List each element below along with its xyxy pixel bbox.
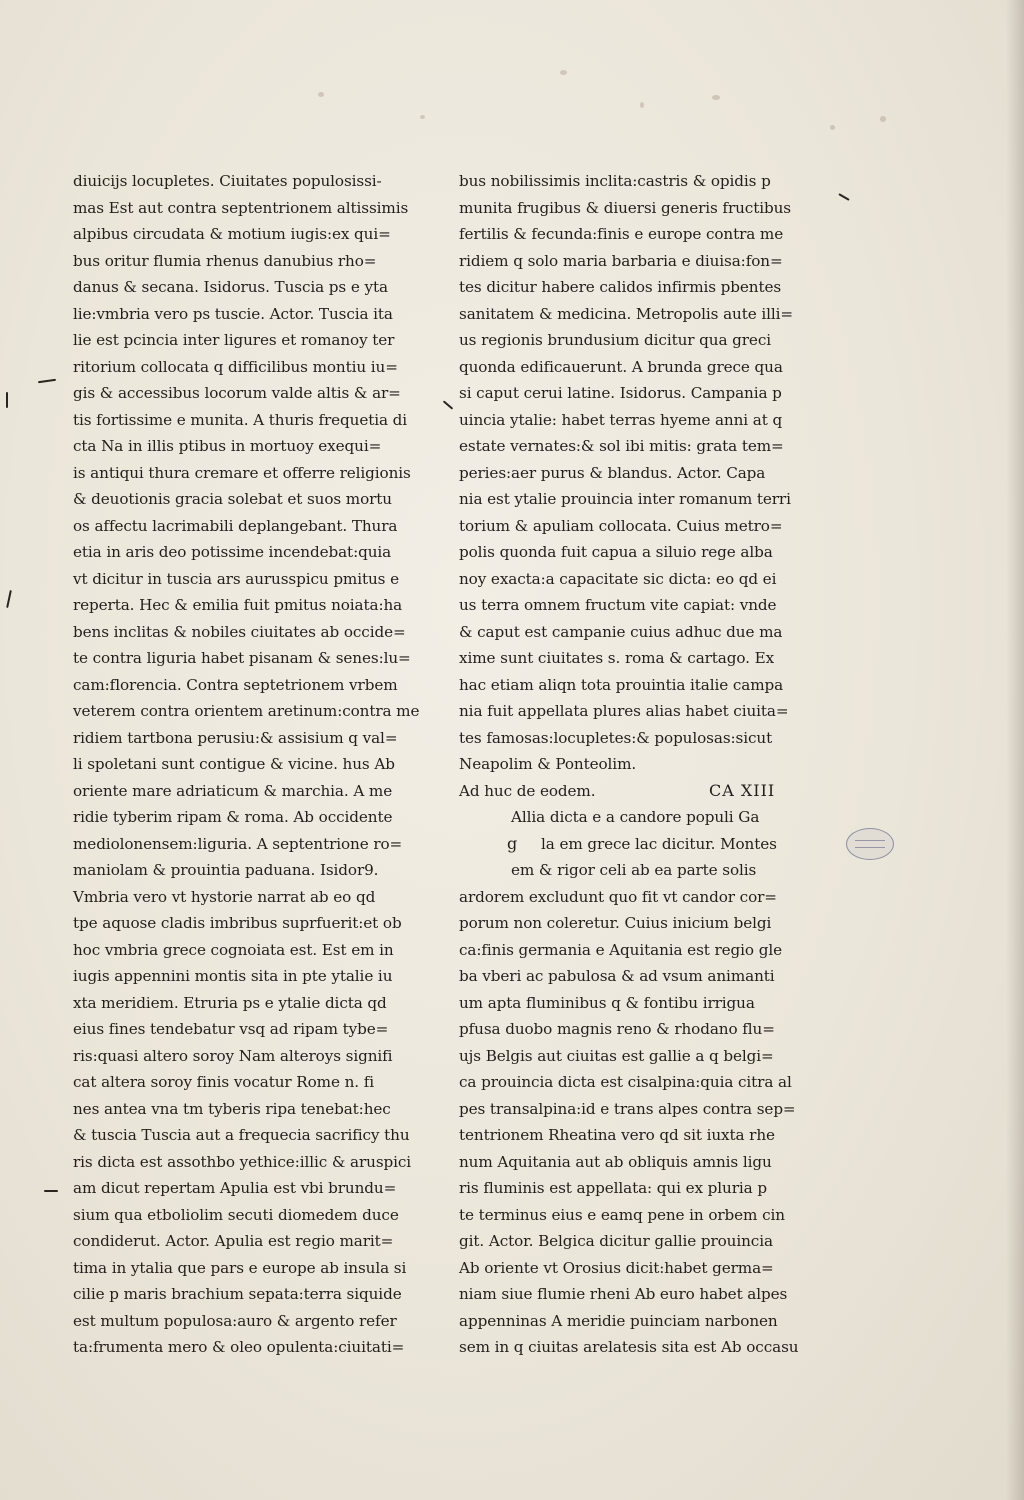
text-line: pes transalpina:id e trans alpes contra sep= xyxy=(459,1099,796,1118)
text-line: us regionis brundusium dicitur qua greci xyxy=(459,331,771,349)
left-column xyxy=(73,168,433,1361)
text-line: ardorem excludunt quo fit vt candor cor= xyxy=(459,887,777,906)
right-column-bottom-text xyxy=(459,884,829,1361)
text-line: ujs Belgis aut ciuitas est gallie a q belgi= xyxy=(459,1046,774,1065)
text-line: hac etiam aliqn tota prouintia italie campa xyxy=(459,675,784,694)
text-line: estate vernates:& sol ibi mitis: grata tem= xyxy=(459,437,784,455)
margin-mark xyxy=(6,590,12,608)
paper-stain xyxy=(420,115,425,119)
text-line: xta meridiem. Etruria ps e ytalie dicta qd xyxy=(73,993,387,1012)
text-line: maniolam & prouintia paduana. Isidor9. xyxy=(73,861,379,879)
text-line: pfusa duobo magnis reno & rhodano flu= xyxy=(459,1020,775,1038)
text-line: tis fortissime e munita. A thuris frequetia di xyxy=(73,410,408,429)
chapter-second-line xyxy=(459,831,829,858)
text-line: Ab oriente vt Orosius dicit:habet germa= xyxy=(459,1258,774,1277)
text-line: num Aquitania aut ab obliquis amnis ligu xyxy=(459,1152,772,1171)
text-line: sium qua etboliolim secuti diomedem duce xyxy=(73,1205,399,1224)
text-line: Neapolim & Ponteolim. xyxy=(459,755,637,773)
text-line: quonda edificauerunt. A brunda grece qua xyxy=(459,357,783,376)
paper-stain xyxy=(830,125,835,130)
text-line: cilie p maris brachium sepata:terra siquide xyxy=(73,1285,402,1303)
text-line: tes dicitur habere calidos infirmis pbentes xyxy=(459,278,782,296)
chapter-initial-letter: g xyxy=(507,833,518,853)
text-line: xime sunt ciuitates s. roma & cartago. Ex xyxy=(459,649,775,667)
text-line: lie est pcincia inter ligures et romanoy ter xyxy=(73,331,395,349)
chapter-lead: Ad huc de eodem. xyxy=(459,781,596,800)
text-line: um apta fluminibus q & fontibu irrigua xyxy=(459,993,755,1012)
text-line: mediolonensem:liguria. A septentrione ro= xyxy=(73,834,403,853)
library-stamp xyxy=(846,828,894,860)
text-line: tentrionem Rheatina vero qd sit iuxta rhe xyxy=(459,1126,775,1144)
text-line: peries:aer purus & blandus. Actor. Capa xyxy=(459,463,766,482)
text-line: alpibus circudata & motium iugis:ex qui= xyxy=(73,225,391,243)
text-line: torium & apuliam collocata. Cuius metro= xyxy=(459,516,783,535)
text-line: ris:quasi altero soroy Nam alteroys signifi xyxy=(73,1046,393,1065)
text-line: ca:finis germania e Aquitania est regio gle xyxy=(459,940,782,959)
text-line: nes antea vna tm tyberis ripa tenebat:hec xyxy=(73,1099,391,1118)
margin-mark xyxy=(6,392,8,408)
text-line: nia fuit appellata plures alias habet ciuita= xyxy=(459,702,789,720)
text-line: te contra liguria habet pisanam & senes:lu= xyxy=(73,649,411,667)
text-line: tpe aquose cladis imbribus suprfuerit:et ob xyxy=(73,914,402,932)
paper-stain xyxy=(560,70,567,75)
text-line: eius fines tendebatur vsq ad ripam tybe= xyxy=(73,1020,389,1038)
margin-mark xyxy=(443,400,453,409)
text-line: te terminus eius e eamq pene in orbem cin xyxy=(459,1205,785,1224)
text-line: sem in q ciuitas arelatesis sita est Ab occasu xyxy=(459,1338,799,1356)
text-line: hoc vmbria grece cognoiata est. Est em in xyxy=(73,940,394,959)
text-line: ridie tyberim ripam & roma. Ab occidente xyxy=(73,808,393,826)
text-line: ris dicta est assothbo yethice:illic & aruspici xyxy=(73,1152,412,1171)
text-line: munita frugibus & diuersi generis fructibus xyxy=(459,198,791,217)
chapter-second-line-text: la em grece lac dicitur. Montes xyxy=(541,834,777,853)
text-line: tes famosas:locupletes:& populosas:sicut xyxy=(459,728,773,747)
chapter-third-line: em & rigor celi ab ea parte solis xyxy=(511,861,757,879)
text-line: gis & accessibus locorum valde altis & ar= xyxy=(73,384,401,402)
text-line: si caput cerui latine. Isidorus. Campania p xyxy=(459,384,782,402)
text-line: est multum populosa:auro & argento refer xyxy=(73,1311,397,1330)
text-line: bus nobilissimis inclita:castris & opidis p xyxy=(459,172,771,190)
text-line: & tuscia Tuscia aut a frequecia sacrificy thu xyxy=(73,1126,410,1144)
text-line: nia est ytalie prouincia inter romanum terri xyxy=(459,490,791,508)
text-line: condiderut. Actor. Apulia est regio marit= xyxy=(73,1232,394,1250)
margin-mark xyxy=(838,193,849,201)
text-line: etia in aris deo potissime incendebat:quia xyxy=(73,543,392,561)
text-line: bus oritur flumia rhenus danubius rho= xyxy=(73,251,377,270)
text-line: iugis appennini montis sita in pte ytalie iu xyxy=(73,967,393,985)
text-line: oriente mare adriaticum & marchia. A me xyxy=(73,781,393,800)
text-line: cta Na in illis ptibus in mortuoy exequi= xyxy=(73,437,382,455)
chapter-heading xyxy=(459,778,829,805)
text-line: appenninas A meridie puinciam narbonen xyxy=(459,1311,778,1330)
text-line: ca prouincia dicta est cisalpina:quia citra al xyxy=(459,1073,792,1091)
text-line: & deuotionis gracia solebat et suos mortu xyxy=(73,490,392,508)
paper-stain xyxy=(880,116,886,122)
chapter-first-line: Allia dicta e a candore populi Ga xyxy=(511,808,760,826)
margin-mark xyxy=(44,1190,58,1192)
text-line: ridiem tartbona perusiu:& assisium q val= xyxy=(73,728,398,747)
text-line: niam siue flumie rheni Ab euro habet alpes xyxy=(459,1285,788,1303)
chapter-title: CA XIII xyxy=(709,780,776,800)
text-line: git. Actor. Belgica dicitur gallie prouincia xyxy=(459,1232,773,1250)
text-line: porum non coleretur. Cuius inicium belgi xyxy=(459,914,772,932)
margin-mark xyxy=(38,379,56,383)
text-line: danus & secana. Isidorus. Tuscia ps e yta xyxy=(73,278,388,296)
text-line: diuicijs locupletes. Ciuitates populosissi- xyxy=(73,172,382,190)
text-line: is antiqui thura cremare et offerre religionis xyxy=(73,463,411,482)
text-line: lie:vmbria vero ps tuscie. Actor. Tuscia ita xyxy=(73,304,393,323)
text-line: sanitatem & medicina. Metropolis aute illi= xyxy=(459,304,793,323)
text-line: Vmbria vero vt hystorie narrat ab eo qd xyxy=(73,887,376,906)
text-line: reperta. Hec & emilia fuit pmitus noiata:ha xyxy=(73,596,403,614)
text-line: ritorium collocata q difficilibus montiu iu= xyxy=(73,357,398,376)
paper-stain xyxy=(712,95,720,100)
text-line: bens inclitas & nobiles ciuitates ab occide= xyxy=(73,622,406,641)
text-line: am dicut repertam Apulia est vbi brundu= xyxy=(73,1179,397,1197)
right-column xyxy=(459,168,829,1361)
text-line: ba vberi ac pabulosa & ad vsum animanti xyxy=(459,967,775,985)
text-line: cat altera soroy finis vocatur Rome n. fi xyxy=(73,1073,374,1091)
text-line: os affectu lacrimabili deplangebant. Thura xyxy=(73,516,398,535)
text-line: tima in ytalia que pars e europe ab insula si xyxy=(73,1258,407,1277)
paper-stain xyxy=(318,92,324,97)
text-line: fertilis & fecunda:finis e europe contra me xyxy=(459,225,784,243)
text-line: veterem contra orientem aretinum:contra me xyxy=(73,702,420,720)
text-line: polis quonda fuit capua a siluio rege alba xyxy=(459,543,773,561)
paper-stain xyxy=(640,102,644,108)
text-line: cam:florencia. Contra septetrionem vrbem xyxy=(73,675,398,694)
text-line: ridiem q solo maria barbaria e diuisa:fon= xyxy=(459,251,783,270)
text-line: ta:frumenta mero & oleo opulenta:ciuitati= xyxy=(73,1338,405,1356)
text-line: uincia ytalie: habet terras hyeme anni at q xyxy=(459,410,783,429)
text-line: mas Est aut contra septentrionem altissimis xyxy=(73,198,409,217)
text-line: li spoletani sunt contigue & vicine. hus Ab xyxy=(73,755,395,773)
right-column-top-text xyxy=(459,168,829,778)
text-line: noy exacta:a capacitate sic dicta: eo qd ei xyxy=(459,569,777,588)
text-line: vt dicitur in tuscia ars aurusspicu pmitus e xyxy=(73,569,399,588)
text-line: & caput est campanie cuius adhuc due ma xyxy=(459,622,783,641)
text-line: ris fluminis est appellata: qui ex pluria p xyxy=(459,1179,767,1197)
text-line: us terra omnem fructum vite capiat: vnde xyxy=(459,596,777,614)
